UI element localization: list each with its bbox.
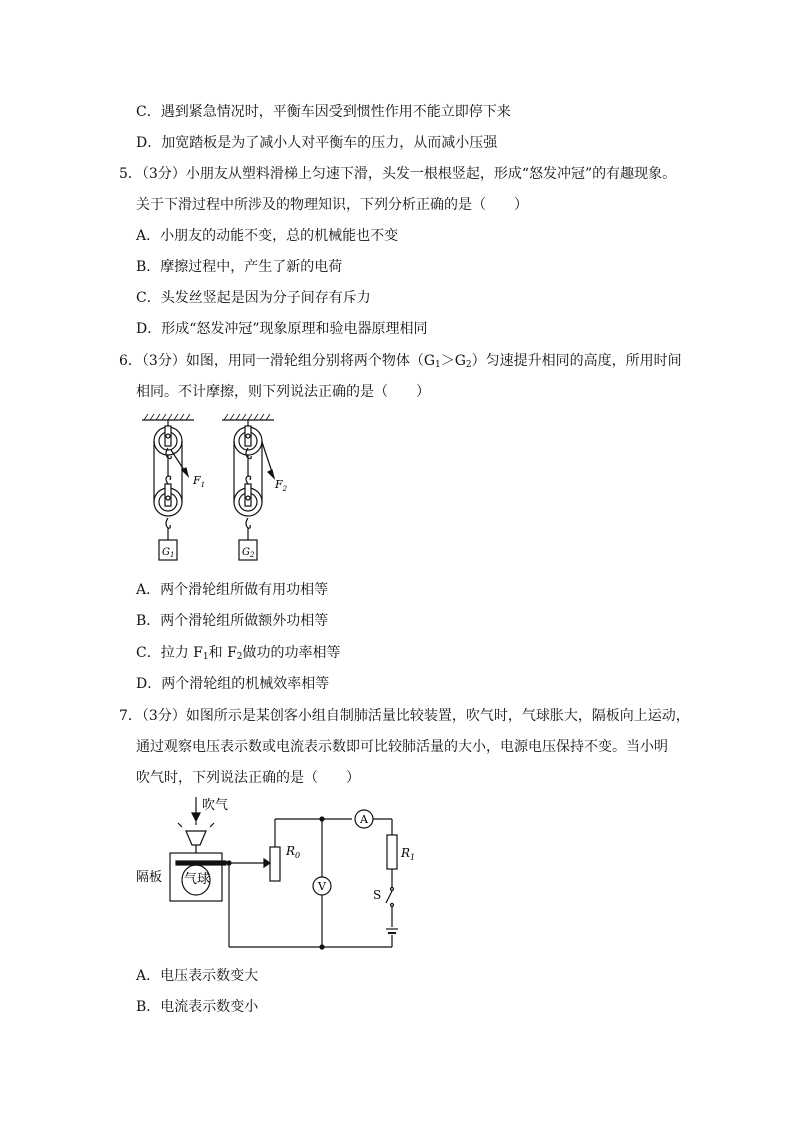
q4-option-c: C．遇到紧急情况时，平衡车因受到惯性作用不能立即停下来 (136, 104, 511, 120)
q6-option-c-tail: 做功的功率相等 (242, 645, 341, 661)
q6-stem-line2: 相同。不计摩擦，则下列说法正确的是（ ） (136, 384, 430, 400)
q6-option-d: D．两个滑轮组的机械效率相等 (136, 676, 330, 692)
q6-option-c-sub2: 2 (236, 652, 243, 662)
label-g2: $G_2$ (242, 547, 255, 559)
label-balloon: 气球 (184, 872, 211, 887)
label-g1: $G_1$ (162, 547, 175, 559)
q6-stem-b: ＞G (440, 353, 466, 369)
q5-option-a: A．小朋友的动能不变，总的机械能也不变 (136, 228, 399, 244)
q6-option-a: A．两个滑轮组所做有用功相等 (136, 582, 329, 598)
q5-option-b: B．摩擦过程中，产生了新的电荷 (136, 259, 343, 275)
q6-stem-c: ）匀速提升相同的高度，所用时间 (471, 353, 682, 369)
q5-stem-line1: 5．（3分）小朋友从塑料滑梯上匀速下滑，头发一根根竖起，形成“怒发冲冠”的有趣现象。 (119, 166, 677, 182)
q5-option-d: D．形成“怒发冲冠”现象原理和验电器原理相同 (136, 321, 428, 337)
q6-option-c-head: C．拉力 F (136, 645, 203, 661)
q7-stem-line2: 通过观察电压表示数或电流表示数即可比较肺活量的大小，电源电压保持不变。当小明 (136, 739, 668, 755)
ammeter-symbol: A (360, 813, 368, 826)
q6-stem-a: 6．（3分）如图，用同一滑轮组分别将两个物体（G (119, 353, 435, 369)
pulley-figure (138, 414, 298, 566)
label-partition: 隔板 (136, 870, 163, 885)
q6-stem-sub2: 2 (465, 360, 472, 370)
q5-stem-line2: 关于下滑过程中所涉及的物理知识，下列分析正确的是（ ） (136, 197, 528, 213)
q6-option-c-sub1: 1 (202, 652, 209, 662)
q7-option-a: A．电压表示数变大 (136, 968, 259, 984)
label-f1: $F_1$ (193, 474, 206, 489)
q6-option-c-mid: 和 F (208, 645, 237, 661)
q7-stem-line1: 7．（3分）如图所示是某创客小组自制肺活量比较装置，吹气时，气球胀大，隔板向上运动， (119, 708, 690, 724)
label-r0: $R_0$ (286, 844, 301, 860)
label-f2: $F_2$ (275, 478, 288, 493)
label-switch: S (373, 888, 382, 902)
voltmeter-symbol: V (318, 880, 326, 893)
label-blow: 吹气 (202, 798, 229, 813)
q7-stem-line3: 吹气时，下列说法正确的是（ ） (136, 770, 360, 786)
label-r1: $R_1$ (401, 846, 416, 862)
q5-option-c: C．头发丝竖起是因为分子间存有斥力 (136, 290, 371, 306)
q6-option-b: B．两个滑轮组所做额外功相等 (136, 613, 329, 629)
q7-option-b: B．电流表示数变小 (136, 999, 259, 1015)
circuit-figure (136, 795, 416, 955)
q6-option-c (136, 643, 341, 667)
q6-stem-line1 (119, 351, 682, 375)
q6-stem-sub1: 1 (435, 360, 441, 370)
q4-option-d: D．加宽踏板是为了减小人对平衡车的压力，从而减小压强 (136, 135, 498, 151)
